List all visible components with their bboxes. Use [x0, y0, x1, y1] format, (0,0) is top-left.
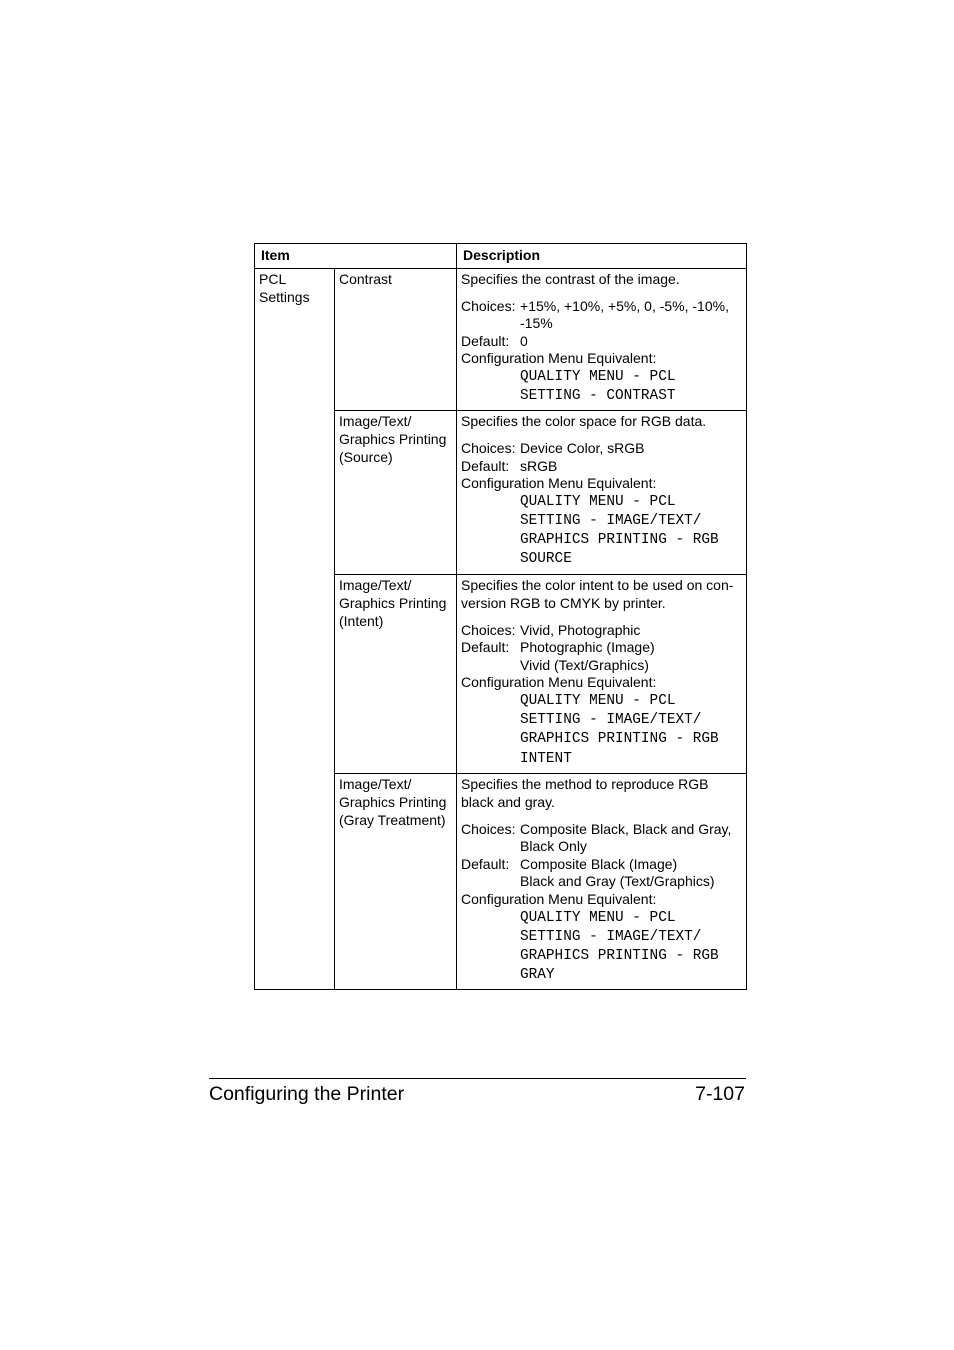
footer-chapter-title: Configuring the Printer	[209, 1083, 405, 1105]
description-cell	[457, 774, 747, 990]
item-label: Contrast	[339, 271, 392, 287]
description-cell	[457, 269, 747, 411]
choices-key: Choices:	[461, 297, 516, 314]
choices-value: Composite Black, Black and Gray, Black Only	[520, 820, 732, 855]
intro-text: Specifies the color space for RGB data.	[461, 413, 707, 430]
group-label	[255, 269, 335, 990]
item-cell	[335, 269, 457, 411]
config-path: QUALITY MENU - PCL SETTING - IMAGE/TEXT/ GRAPHICS PRINTING - RGB GRAY	[520, 909, 719, 984]
choices-key: Choices:	[461, 439, 516, 456]
default-value: sRGB	[520, 457, 558, 474]
intro-text: Specifies the contrast of the image.	[461, 271, 680, 287]
default-key: Default:	[461, 639, 510, 656]
item-label: Image/Text/ Graphics Printing (Intent)	[339, 577, 447, 629]
item-cell	[335, 774, 457, 990]
config-label: Configuration Menu Equivalent:	[461, 890, 657, 907]
item-label: Image/Text/ Graphics Printing (Source)	[339, 413, 447, 465]
choices-key: Choices:	[461, 820, 516, 837]
intro-text: Specifies the method to reproduce RGB black and gray.	[461, 776, 709, 810]
description-cell	[457, 575, 747, 774]
table-row	[255, 269, 747, 411]
default-value: 0	[520, 332, 528, 349]
choices-key: Choices:	[461, 621, 516, 638]
config-label: Configuration Menu Equivalent:	[461, 674, 657, 691]
config-path: QUALITY MENU - PCL SETTING - IMAGE/TEXT/ GRAPHICS PRINTING - RGB SOURCE	[520, 493, 719, 568]
footer-page-number: 7-107	[695, 1083, 745, 1105]
config-path: QUALITY MENU - PCL SETTING - IMAGE/TEXT/ GRAPHICS PRINTING - RGB INTENT	[520, 692, 719, 767]
default-key: Default:	[461, 855, 510, 872]
config-label: Configuration Menu Equivalent:	[461, 350, 657, 367]
config-path: QUALITY MENU - PCL SETTING - CONTRAST	[520, 368, 676, 405]
description-cell	[457, 411, 747, 575]
default-key: Default:	[461, 332, 510, 349]
item-label: Image/Text/ Graphics Printing (Gray Treatment)	[339, 776, 447, 828]
header-item: Item	[255, 244, 457, 269]
settings-table	[254, 243, 747, 990]
item-cell	[335, 575, 457, 774]
default-value: Photographic (Image) Vivid (Text/Graphics)	[520, 639, 655, 673]
choices-value: +15%, +10%, +5%, 0, -5%, -10%, -15%	[520, 297, 729, 332]
config-label: Configuration Menu Equivalent:	[461, 475, 657, 492]
item-cell	[335, 411, 457, 575]
header-description: Description	[457, 244, 747, 269]
default-value: Composite Black (Image) Black and Gray (Text/Graphics)	[520, 855, 715, 890]
choices-value: Device Color, sRGB	[520, 439, 645, 456]
choices-value: Vivid, Photographic	[520, 621, 641, 638]
pcl-settings-label: PCL Settings	[259, 271, 310, 305]
default-key: Default:	[461, 457, 510, 474]
footer-divider	[209, 1078, 746, 1079]
table-header-row	[255, 244, 747, 269]
intro-text: Specifies the color intent to be used on con- version RGB to CMYK by printer.	[461, 577, 734, 611]
